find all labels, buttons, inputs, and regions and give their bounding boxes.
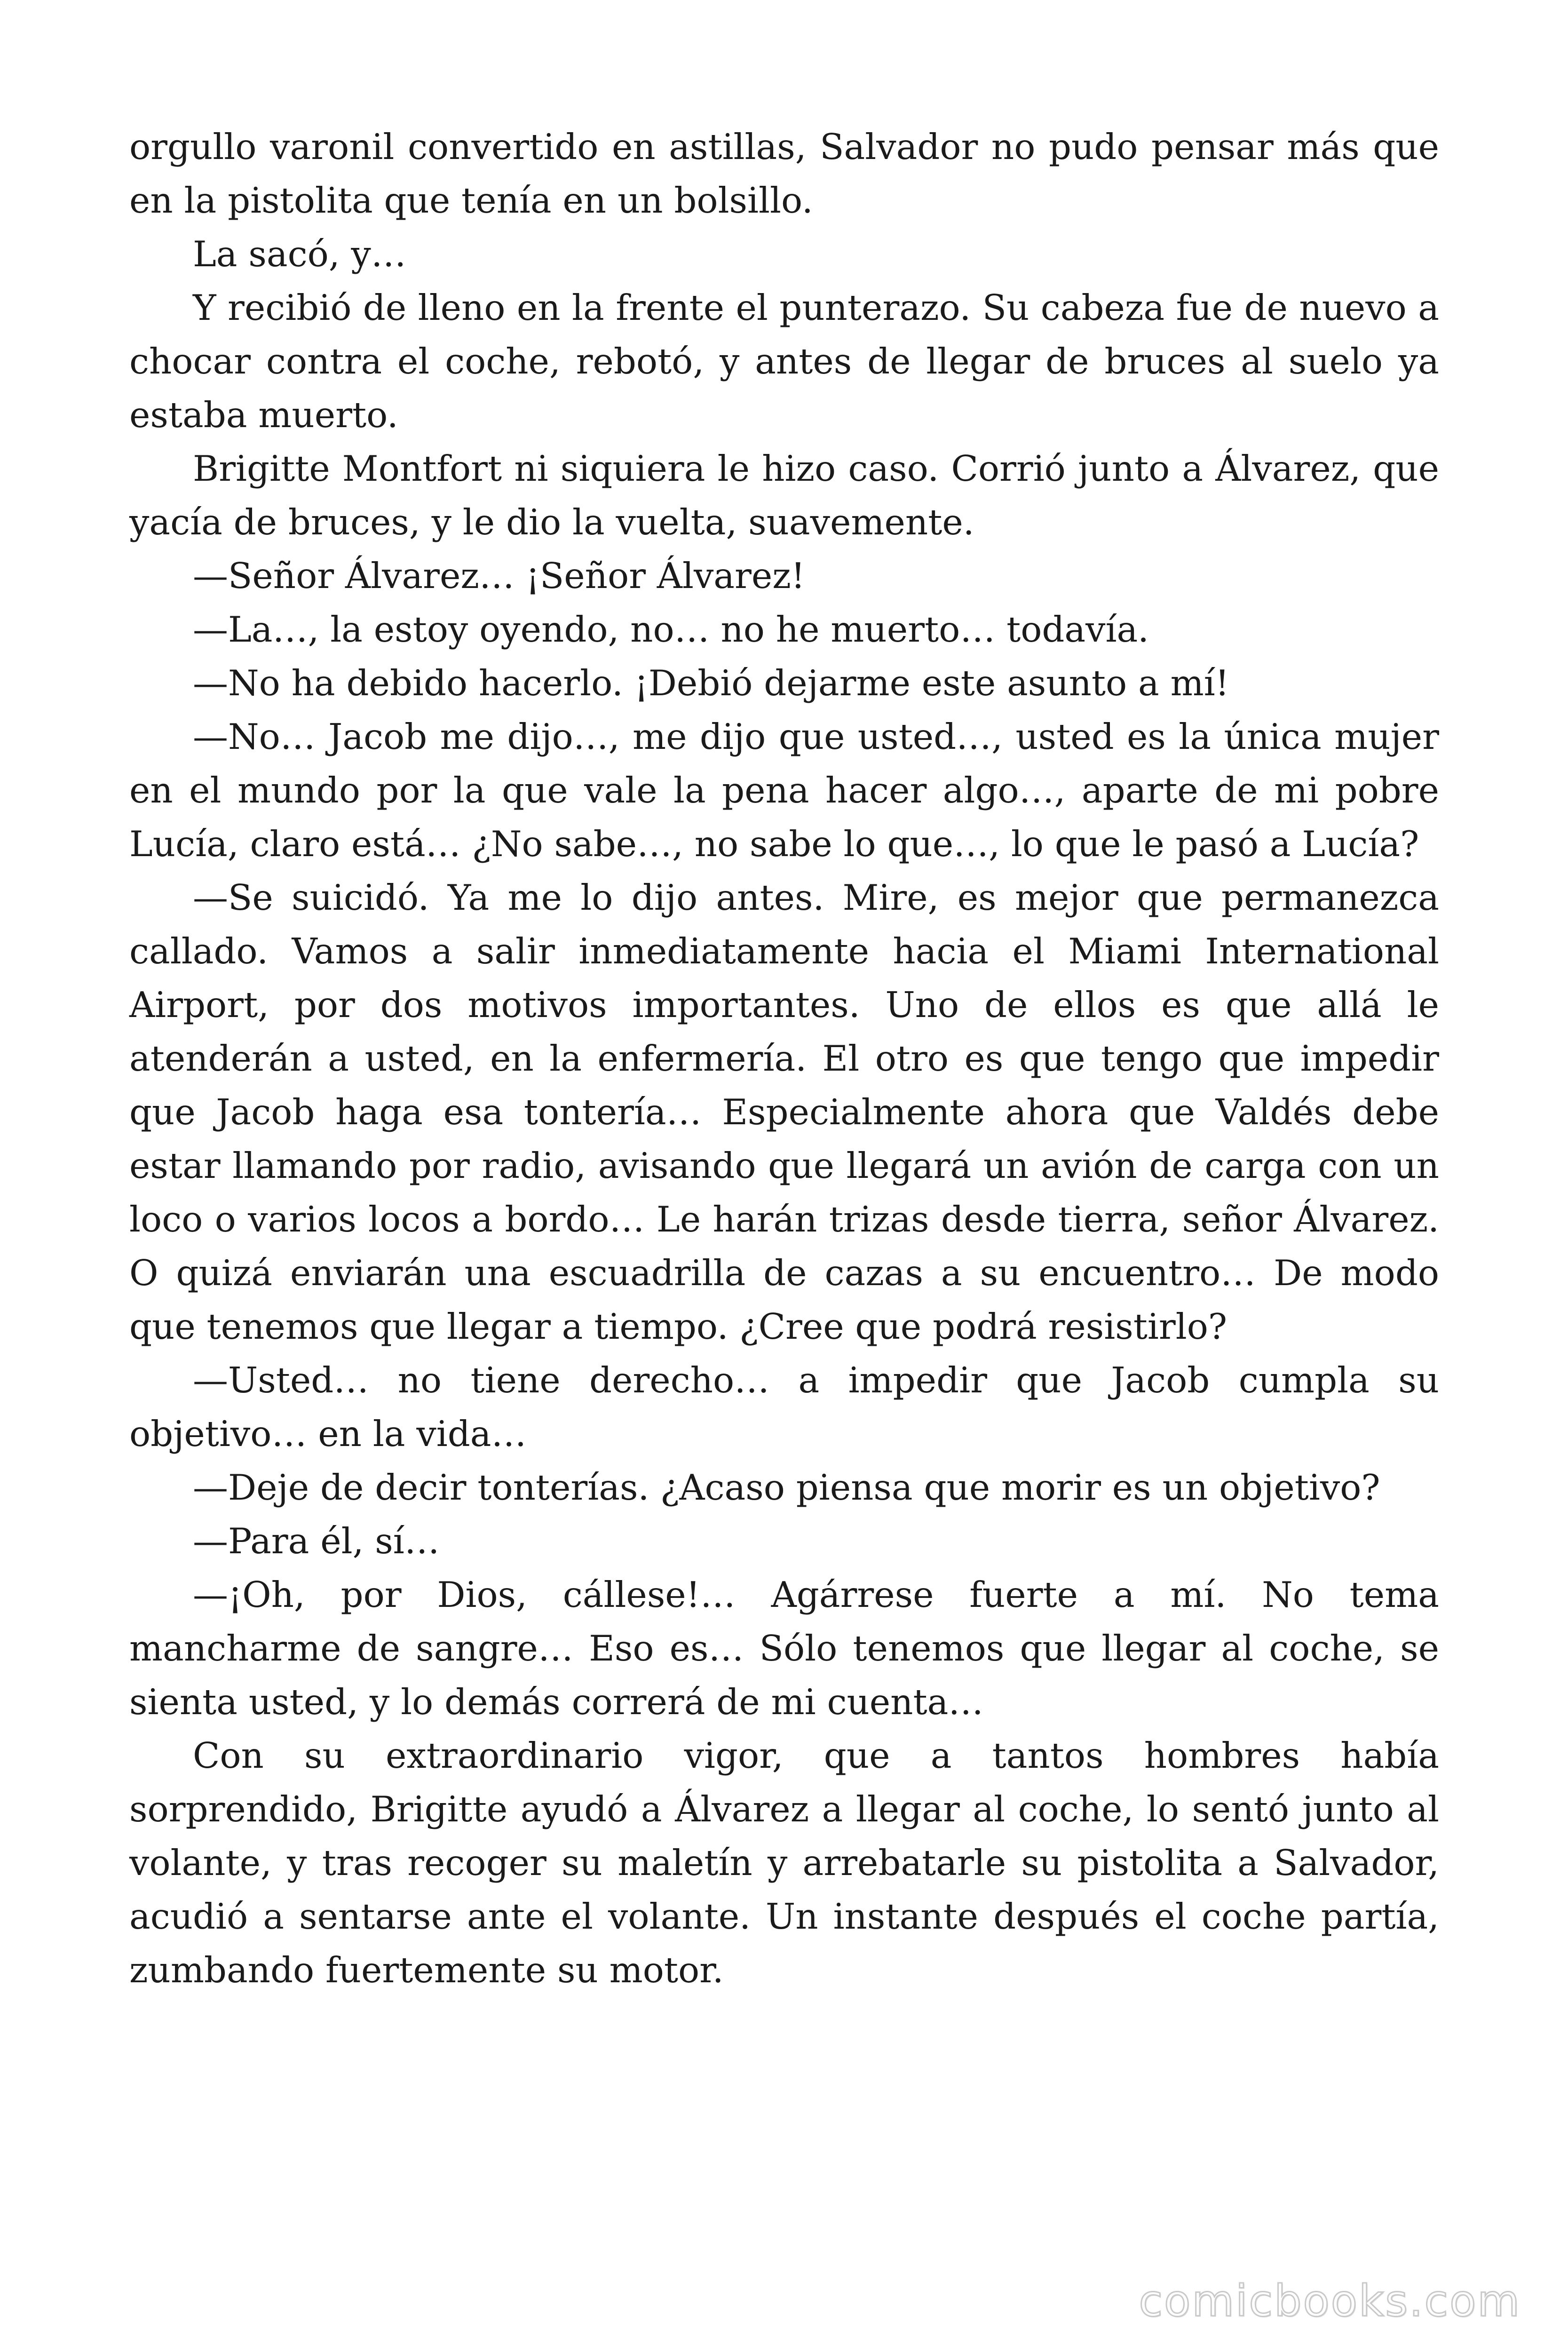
paragraph-3: Y recibió de lleno en la frente el punterazo. Su cabeza fue de nuevo a chocar contra el coche, rebotó, y antes de llegar de bruces al suelo ya estaba muerto. xyxy=(129,287,1439,436)
paragraph-10: —Usted… no tiene derecho… a impedir que Jacob cumpla su objetivo… en la vida… xyxy=(129,1359,1439,1454)
paragraph-2: La sacó, y… xyxy=(193,233,406,275)
paragraph-11: —Deje de decir tonterías. ¿Acaso piensa que morir es un objetivo? xyxy=(193,1467,1380,1508)
page-body xyxy=(129,120,1439,1997)
paragraph-1: orgullo varonil convertido en astillas, Salvador no pudo pensar más que en la pistolita que tenía en un bolsillo. xyxy=(129,126,1439,221)
paragraph-14: Con su extraordinario vigor, que a tantos hombres había sorprendido, Brigitte ayudó a Álvarez a llegar al coche, lo sentó junto al volante, y tras recoger su maletín y arrebatarle su pistolita a Salvador, acudió a sentarse ante el volante. Un instante después el coche partía, zumbando fuertemente su motor. xyxy=(129,1735,1439,1991)
paragraph-12: —Para él, sí… xyxy=(193,1520,440,1562)
paragraph-5: —Señor Álvarez… ¡Señor Álvarez! xyxy=(193,555,805,596)
paragraph-7: —No ha debido hacerlo. ¡Debió dejarme este asunto a mí! xyxy=(193,662,1229,704)
paragraph-13: —¡Oh, por Dios, cállese!… Agárrese fuerte a mí. No tema mancharme de sangre… Eso es… Sólo tenemos que llegar al coche, se sienta usted, y lo demás correrá de mi cuenta… xyxy=(129,1574,1439,1723)
paragraph-8: —No… Jacob me dijo…, me dijo que usted…, usted es la única mujer en el mundo por la que vale la pena hacer algo…, aparte de mi pobre Lucía, claro está… ¿No sabe…, no sabe lo que…, lo que le pasó a Lucía? xyxy=(129,716,1439,865)
watermark: comicbooks.com xyxy=(1139,2276,1521,2326)
paragraph-6: —La…, la estoy oyendo, no… no he muerto… todavía. xyxy=(193,609,1149,650)
paragraph-9: —Se suicidó. Ya me lo dijo antes. Mire, es mejor que permanezca callado. Vamos a salir inmediatamente hacia el Miami International Airport, por dos motivos importantes. Uno de ellos es que allá le atenderán a usted, en la enfermería. El otro es que tengo que impedir que Jacob haga esa tontería… Especialmente ahora que Valdés debe estar llamando por radio, avisando que llegará un avión de carga con un loco o varios locos a bordo… Le harán trizas desde tierra, señor Álvarez. O quizá enviarán una escuadrilla de cazas a su encuentro… De modo que tenemos que llegar a tiempo. ¿Cree que podrá resistirlo? xyxy=(129,877,1439,1347)
paragraph-4: Brigitte Montfort ni siquiera le hizo caso. Corrió junto a Álvarez, que yacía de bruces, y le dio la vuelta, suavemente. xyxy=(129,448,1439,543)
